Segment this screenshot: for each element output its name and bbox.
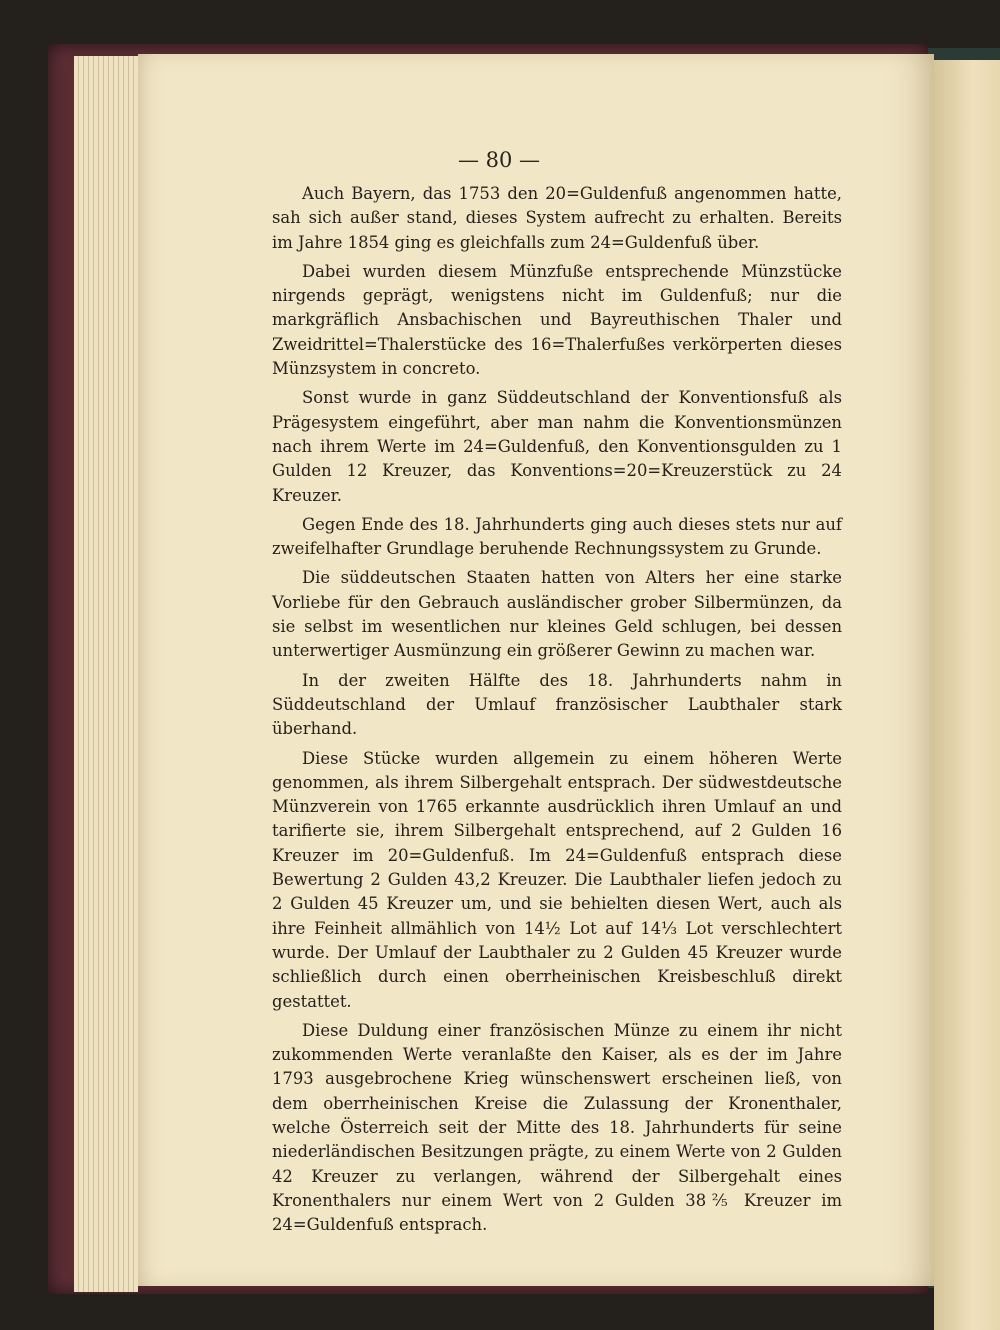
paragraph: Auch Bayern, das 1753 den 20=Guldenfuß angenommen hatte, sah sich außer stand, dieses System aufrecht zu erhalten. Bereits im Jahre 1854 ging es gleichfalls zum 24=Guldenfuß über.: [272, 184, 842, 252]
paragraph: Gegen Ende des 18. Jahrhunderts ging auch dieses stets nur auf zweifelhafter Grundlage beruhende Rechnungssystem zu Grunde.: [272, 514, 842, 559]
paragraph: Dabei wurden diesem Münzfuße entsprechende Münzstücke nirgends geprägt, wenigstens nicht im Guldenfuß; nur die markgräflich Ansbachischen und Bayreuthischen Thaler und Zweidrittel=Thalerstücke des 16=Thalerfußes verkörperten dieses Münzsystem in concreto.: [272, 261, 842, 379]
page-text: [272, 182, 842, 1242]
paragraph: Diese Stücke wurden allgemein zu einem höheren Werte genommen, als ihrem Silbergehalt entsprach. Der südwestdeutsche Münzverein von 1765 erkannte ausdrücklich ihren Umlauf an und tarifierte sie, ihrem Silbergehalt entsprechend, auf 2 Gulden 16 Kreuzer im 20=Guldenfuß. Im 24=Guldenfuß entsprach diese Bewertung 2 Gulden 43,2 Kreuzer. Die Laubthaler liefen jedoch zu 2 Gulden 45 Kreuzer um, und sie behielten diesen Wert, auch als ihre Feinheit allmählich von 14½ Lot auf 14⅓ Lot verschlechtert wurde. Der Umlauf der Laubthaler zu 2 Gulden 45 Kreuzer wurde schließlich durch einen oberrheinischen Kreisbeschluß direkt gestattet.: [272, 748, 842, 1011]
paragraph: Die süddeutschen Staaten hatten von Alters her eine starke Vorliebe für den Gebrauch ausländischer grober Silbermünzen, da sie selbst im wesentlichen nur kleines Geld schlugen, bei dessen unterwertiger Ausmünzung ein größerer Gewinn zu machen war.: [272, 568, 842, 661]
page-edges: [74, 56, 138, 1292]
page-number: — 80 —: [457, 148, 541, 172]
paragraph: Sonst wurde in ganz Süddeutschland der Konventionsfuß als Prägesystem eingeführt, aber man nahm die Konventionsmünzen nach ihrem Werte im 24=Guldenfuß, den Konventionsgulden zu 1 Gulden 12 Kreuzer, das Konventions=20=Kreuzerstück zu 24 Kreuzer.: [272, 388, 842, 505]
paragraph: Diese Duldung einer französischen Münze zu einem ihr nicht zukommenden Werte veranlaßte den Kaiser, als es der im Jahre 1793 ausgebrochene Krieg wünschenswert erscheinen ließ, von dem oberrheinischen Kreise die Zulassung der Kronenthaler, welche Österreich seit der Mitte des 18. Jahrhunderts für seine niederländischen Besitzungen prägte, zu einem Werte von 2 Gulden 42 Kreuzer zu verlangen, während der Silbergehalt eines Kronenthalers nur einem Wert von 2 Gulden 38⅖ Kreuzer im 24=Guldenfuß entsprach.: [272, 1020, 842, 1235]
paragraph: In der zweiten Hälfte des 18. Jahrhunderts nahm in Süddeutschland der Umlauf französischer Laubthaler stark überhand.: [272, 670, 842, 739]
book-page: [138, 54, 934, 1286]
facing-page-edge: [934, 60, 1000, 1330]
